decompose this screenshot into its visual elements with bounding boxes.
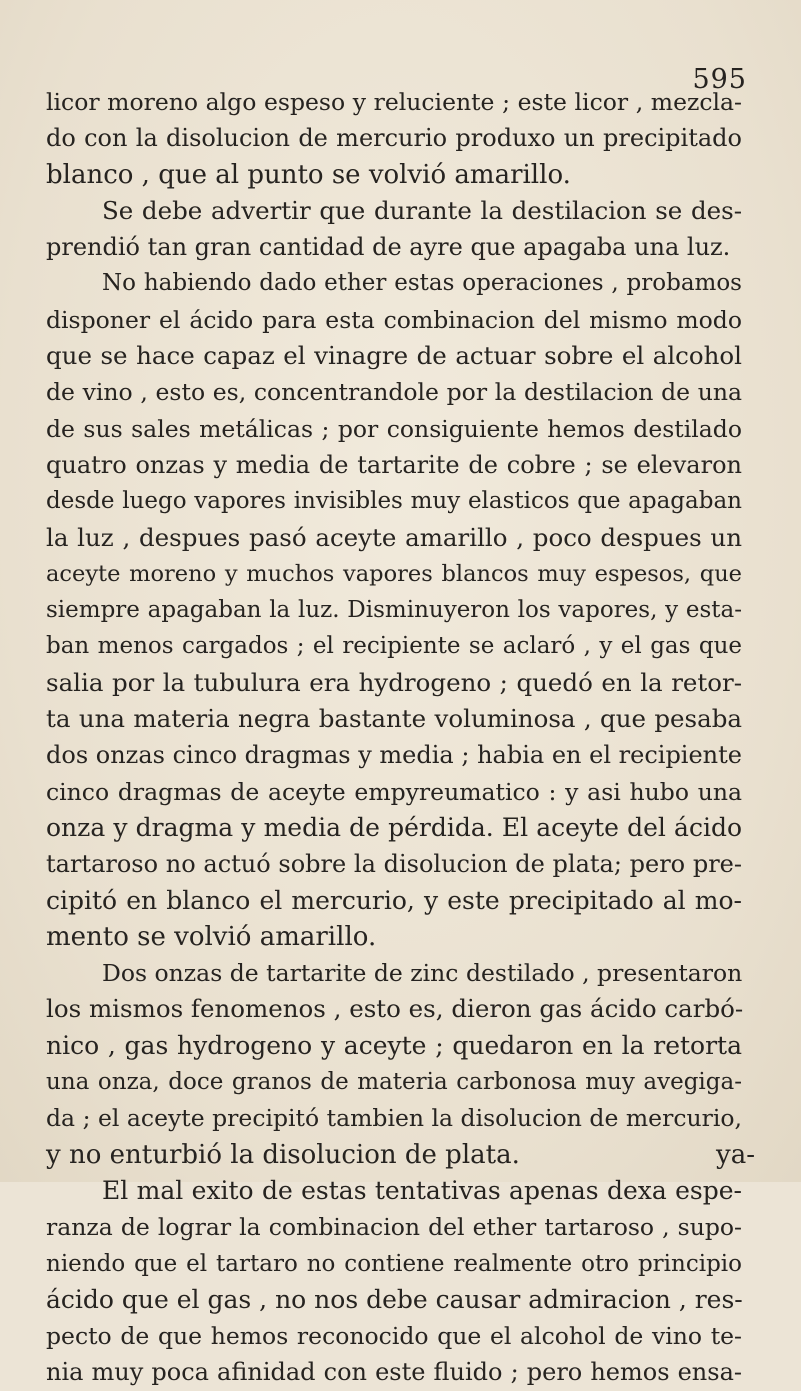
text-line: niendo que el tartaro no contiene realmente otro principio [46, 1250, 742, 1277]
text-line: siempre apagaban la luz. Disminuyeron los vapores, y esta- [46, 597, 742, 624]
text-line: ban menos cargados ; el recipiente se aclaró , y el gas que [46, 633, 742, 660]
text-line: da ; el aceyte precipitó tambien la disolucion de mercurio, [46, 1104, 742, 1133]
text-line: de vino , esto es, concentrandole por la destilacion de una [46, 378, 742, 407]
text-line: El mal exito de estas tentativas apenas dexa espe- [102, 1175, 742, 1205]
text-line: la luz , despues pasó aceyte amarillo , poco despues un [46, 522, 742, 552]
text-line: una onza, doce granos de materia carbonosa muy avegiga- [46, 1069, 742, 1096]
text-line: los mismos fenomenos , esto es, dieron gas ácido carbó- [46, 994, 744, 1024]
text-line: desde luego vapores invisibles muy elasticos que apagaban [46, 488, 742, 515]
text-line: prendió tan gran cantidad de ayre que apagaba una luz. [46, 233, 731, 262]
text-line: nia muy poca afinidad con este fluido ; pero hemos ensa- [46, 1358, 742, 1387]
text-line: cipitó en blanco el mercurio, y este precipitado al mo- [46, 885, 742, 915]
text-line: aceyte moreno y muchos vapores blancos muy espesos, que [46, 560, 742, 587]
text-line: blanco , que al punto se volvió amarillo. [46, 159, 571, 190]
text-line: Dos onzas de tartarite de zinc destilado , presentaron [102, 959, 743, 988]
text-line: onza y dragma y media de pérdida. El aceyte del ácido [46, 812, 742, 842]
text-line: dos onzas cinco dragmas y media ; habia en el recipiente [46, 741, 742, 770]
page-number: 595 [692, 64, 747, 95]
text-line: cinco dragmas de aceyte empyreumatico : y asi hubo una [46, 777, 742, 806]
text-line: ácido que el gas , no nos debe causar admiracion , res- [46, 1284, 743, 1314]
text-line: No habiendo dado ether estas operaciones , probamos [102, 270, 742, 297]
text-line: ta una materia negra bastante voluminosa , que pesaba [46, 704, 742, 734]
body-text [46, 84, 742, 1391]
catchword: ya- [716, 1140, 755, 1170]
text-line: do con la disolucion de mercurio produxo un precipitado [46, 124, 742, 153]
text-line: tartaroso no actuó sobre la disolucion de plata; pero pre- [46, 850, 742, 879]
text-line: quatro onzas y media de tartarite de cobre ; se elevaron [46, 450, 742, 479]
text-line: salia por la tubulura era hydrogeno ; quedó en la retor- [46, 667, 742, 697]
text-line: y no enturbió la disolucion de plata. [46, 1139, 520, 1170]
text-line: disponer el ácido para esta combinacion del mismo modo [46, 305, 742, 334]
text-line: pecto de que hemos reconocido que el alcohol de vino te- [46, 1322, 742, 1351]
text-line: mento se volvió amarillo. [46, 921, 377, 952]
text-line: de sus sales metálicas ; por consiguiente hemos destilado [46, 414, 742, 443]
text-line: ranza de lograr la combinacion del ether tartaroso , supo- [46, 1213, 742, 1242]
text-line: Se debe advertir que durante la destilacion se des- [102, 195, 742, 225]
text-line: nico , gas hydrogeno y aceyte ; quedaron en la retorta [46, 1030, 742, 1060]
text-line: licor moreno algo espeso y reluciente ; este licor , mezcla- [46, 88, 742, 116]
text-line: que se hace capaz el vinagre de actuar sobre el alcohol [46, 341, 742, 371]
